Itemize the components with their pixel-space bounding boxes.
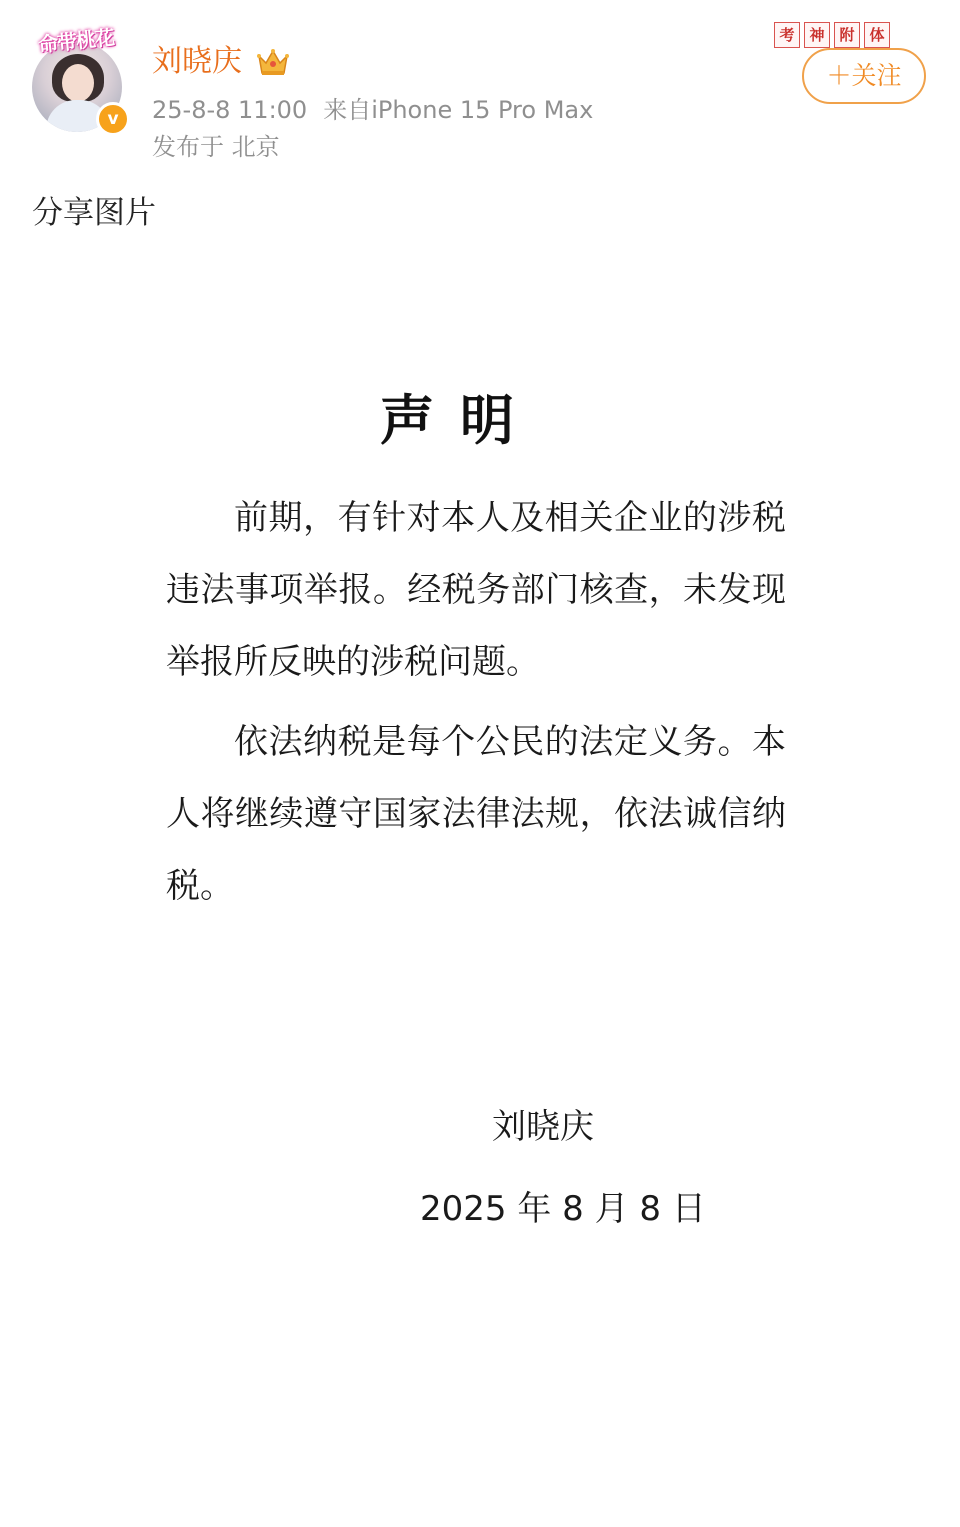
stamp-char: 体 xyxy=(864,22,890,48)
stamp-badge xyxy=(774,22,890,48)
statement-signature: 刘晓庆 xyxy=(492,1107,594,1147)
statement-title: 声明 xyxy=(380,389,540,452)
post-timestamp: 25-8-8 11:00 xyxy=(152,96,308,124)
post-location: 发布于 北京 xyxy=(152,133,280,161)
post-source[interactable]: 来自iPhone 15 Pro Max xyxy=(323,96,594,124)
stamp-char: 考 xyxy=(774,22,800,48)
post-text: 分享图片 xyxy=(32,195,156,231)
post-meta xyxy=(152,94,593,126)
stamp-char: 神 xyxy=(804,22,830,48)
avatar[interactable] xyxy=(28,26,132,130)
avatar-sticker: 命带桃花 xyxy=(36,25,116,57)
crown-icon xyxy=(256,46,290,78)
follow-button[interactable]: ＋关注 xyxy=(802,48,926,104)
statement-paragraph: 前期，有针对本人及相关企业的涉税违法事项举报。经税务部门核查，未发现举报所反映的涉税问题。 xyxy=(166,498,786,682)
username[interactable]: 刘晓庆 xyxy=(152,44,242,79)
statement-paragraph: 依法纳税是每个公民的法定义务。本人将继续遵守国家法律法规，依法诚信纳税。 xyxy=(166,722,786,906)
verified-badge-icon: v xyxy=(96,102,130,136)
statement-body xyxy=(166,482,786,930)
shared-image[interactable] xyxy=(30,254,930,1524)
statement-date: 2025 年 8 月 8 日 xyxy=(420,1189,706,1229)
stamp-char: 附 xyxy=(834,22,860,48)
